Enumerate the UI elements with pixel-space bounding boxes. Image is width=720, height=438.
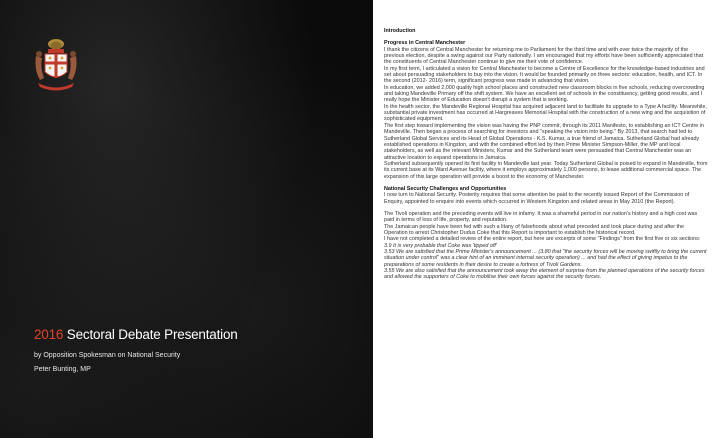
paragraph: Sutherland subsequently opened its first facility in Mandeville last year. Today Sutherland Global is poised to expand in Mandeville, from its current base at its Ward Avenue facility, where it employs approximately 1,000 persons, to lease additional commercial space. The expansion of this large operation will provide a boost to the economy of Manchester.	[384, 160, 708, 180]
paragraph: In the health sector, the Mandeville Regional Hospital has acquired adjacent land to facilitate its upgrade to a Type A facility. Meanwhile, substantial private investment has occurred at Hargreaves Memorial Hospital with the construction of a new wing and the acquisition of sophisticated equipment.	[384, 103, 707, 123]
paragraph: The first step toward implementing the vision was having the PNP commit, through its 2011 Manifesto, to establishing an ICT Centre in Mandeville. Then began a process of searching for investors and "speaking the vision into being." By 2013, that search had led to Sutherland Global Services and its Head of Global Operations - K.S. Kumar, a true friend of Jamaica. Sutherland Global had already established operations in Kingston, and with the combined effort led by then Prime Minister Simpson-Miller, the MP and local stakeholders, as well as the relevant Ministers, Kumar and the Sutherland team were persuaded that Central Manchester was an attractive location to expand operations in Jamaica.	[384, 122, 705, 161]
document-body	[384, 28, 708, 433]
progress-heading: Progress in Central Manchester	[384, 40, 466, 47]
cover-author: Peter Bunting, MP	[34, 366, 91, 373]
finding: 3.53 We are satisfied that the Prime Minister's announcement ... (3.80 that "the security forces will be moving swiftly to bring the current situation under control" was a clear hint of an imminent internal security operation) ... and had the effect of giving impetus to the preparations of some residents in their desire to create a fortress of Tivoli Gardens.	[384, 249, 707, 268]
finding: 3.55 We are also satisfied that the announcement took away the element of surprise from the planned operations of the security forces and allowed the supporters of Coke to mobilise their own forces against the security forces.	[384, 268, 705, 281]
cover-subtitle: by Opposition Spokesman on National Security	[34, 352, 181, 359]
paragraph: The Jamaican people have been fed with such a litany of falsehoods about what preceded and took place during and after the Operation to arrest Christopher Dudus Coke that this Report is important to establish the historical record.	[384, 223, 684, 236]
paragraph: I thank the citizens of Central Manchester for returning me to Parliament for the third time and with over twice the majority of the previous election, despite a swing against our Party nationally. I am encouraged that my efforts have been sufficiently appreciated that the constituents of Central Manchester continue to give me their vote of confidence.	[384, 46, 704, 66]
cover-year: 2016	[34, 327, 64, 342]
cover-title-text: Sectoral Debate Presentation	[66, 327, 238, 342]
paragraph: The Tivoli operation and the preceding events will live in infamy. It was a shameful period in our nation's history and a high cost was paid in terms of loss of life, property, and reputation.	[384, 210, 698, 224]
intro-heading: Introduction	[384, 28, 416, 34]
paragraph: I have not completed a detailed review of the entire report, but here are excerpts of some "Findings" from the first five or six sections:	[384, 236, 701, 243]
paragraph: In education, we added 2,000 quality high school places and constructed new classroom blocks in five schools, reducing overcrowding and taking Mandeville Primary off the shift system. We have an excellent set of schools in the constituency, getting good results, and I really hope the Minister of Education doesn't disrupt a system that is working.	[384, 84, 705, 104]
cover-title	[34, 327, 238, 342]
finding: 3.9 It is very probable that Coke was 'tipped off'	[384, 242, 497, 249]
cover-title-block	[34, 327, 238, 373]
paragraph: In my first term, I articulated a vision for Central Manchester to become a Centre of Excellence for the knowledge-based industries and set about persuading stakeholders to buy into the vision. It would be founded primarily on three sectors: education, health, and ICT. In the second (2012- 2016) term, significant progress was made in advancing that vision.	[384, 65, 705, 85]
security-heading: National Security Challenges and Opportunities	[384, 185, 507, 192]
paragraph: I now turn to National Security. Posterity requires that some attention be paid to the recently issued Report of the Commission of Enquiry, appointed to enquire into events which occurred in Western Kingston and related areas in May 2010 (the Report).	[384, 192, 690, 205]
jamaica-coat-of-arms-icon	[30, 36, 82, 94]
